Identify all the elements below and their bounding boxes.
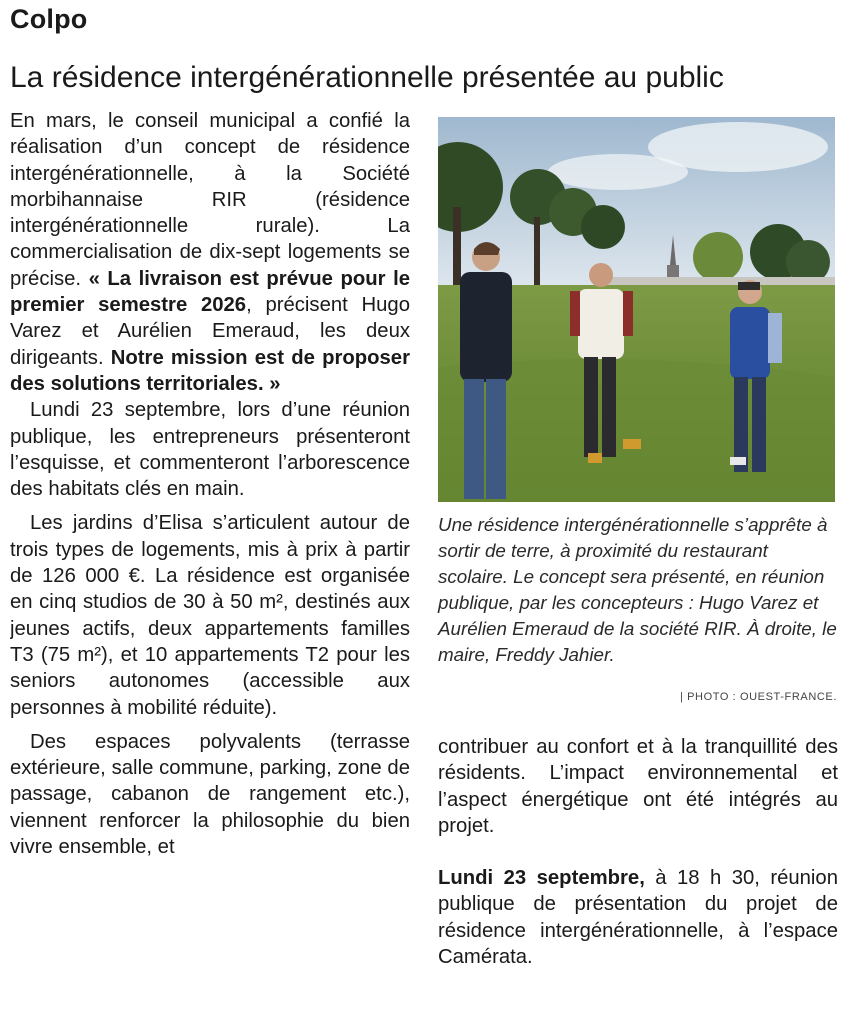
quote-bold: « La livraison est prévue pour le premier semestre 2026	[10, 267, 410, 317]
section-title: Colpo	[10, 4, 88, 34]
article-body-right	[438, 734, 838, 970]
event-announcement: Lundi 23 septembre, à 18 h 30, réunion publique de présentation du projet de résidence intergénérationnelle, à l’espace Camérata.	[438, 867, 838, 969]
paragraph-meeting: Lundi 23 septembre, lors d’une réunion publique, les entrepreneurs présenteront l’esquisse, et commenteront l’arborescence des habitats clés en main.	[10, 399, 410, 501]
photo-caption: Une résidence intergénérationnelle s’apprête à sortir de terre, à proximité du restaurant scolaire. Le concept sera présenté, en réunion publique, par les concepteurs : Hugo Varez et Aurélien Emeraud de la société RIR. À droite, le maire, Freddy Jahier.	[438, 514, 837, 665]
paragraph-intro: En mars, le conseil municipal a confié la réalisation d’un concept de résidence intergénérationnelle, à la Société morbihannaise RIR (résidence intergénérationnelle rurale). La commercialisation de dix-sept logements se précise. « La livraison est prévue pour le premier semestre 2026, précisent Hugo Varez et Aurélien Emeraud, les deux dirigeants. Notre mission est de proposer des solutions territoriales. »	[10, 110, 410, 395]
paragraph-housing: Les jardins d’Elisa s’articulent autour de trois types de logements, mis à prix à partir de 126 000 €. La résidence est organisée en cinq studios de 30 à 50 m², destinés aux jeunes actifs, deux appartements familles T3 (75 m²), et 10 appartements T2 pour les seniors autonomes (accessible aux personnes à mobilité réduite).	[10, 512, 410, 719]
paragraph-continued: contribuer au confort et à la tranquillité des résidents. L’impact environnemental et l’aspect énergétique ont été intégrés au projet.	[438, 736, 838, 837]
article-body-left	[10, 108, 410, 1024]
article-headline: La résidence intergénérationnelle présentée au public	[10, 61, 724, 94]
paragraph-spaces: Des espaces polyvalents (terrasse extérieure, salle commune, parking, zone de passage, cabanon de rangement etc.), viennent renforcer la philosophie du bien vivre ensemble, et	[10, 730, 410, 859]
quote-bold-end: Notre mission est de proposer des solutions territoriales. »	[10, 346, 410, 395]
event-date: Lundi 23 septembre,	[438, 867, 645, 890]
photo-credit: | PHOTO : OUEST-FRANCE.	[679, 691, 837, 703]
article-photo	[438, 117, 835, 502]
